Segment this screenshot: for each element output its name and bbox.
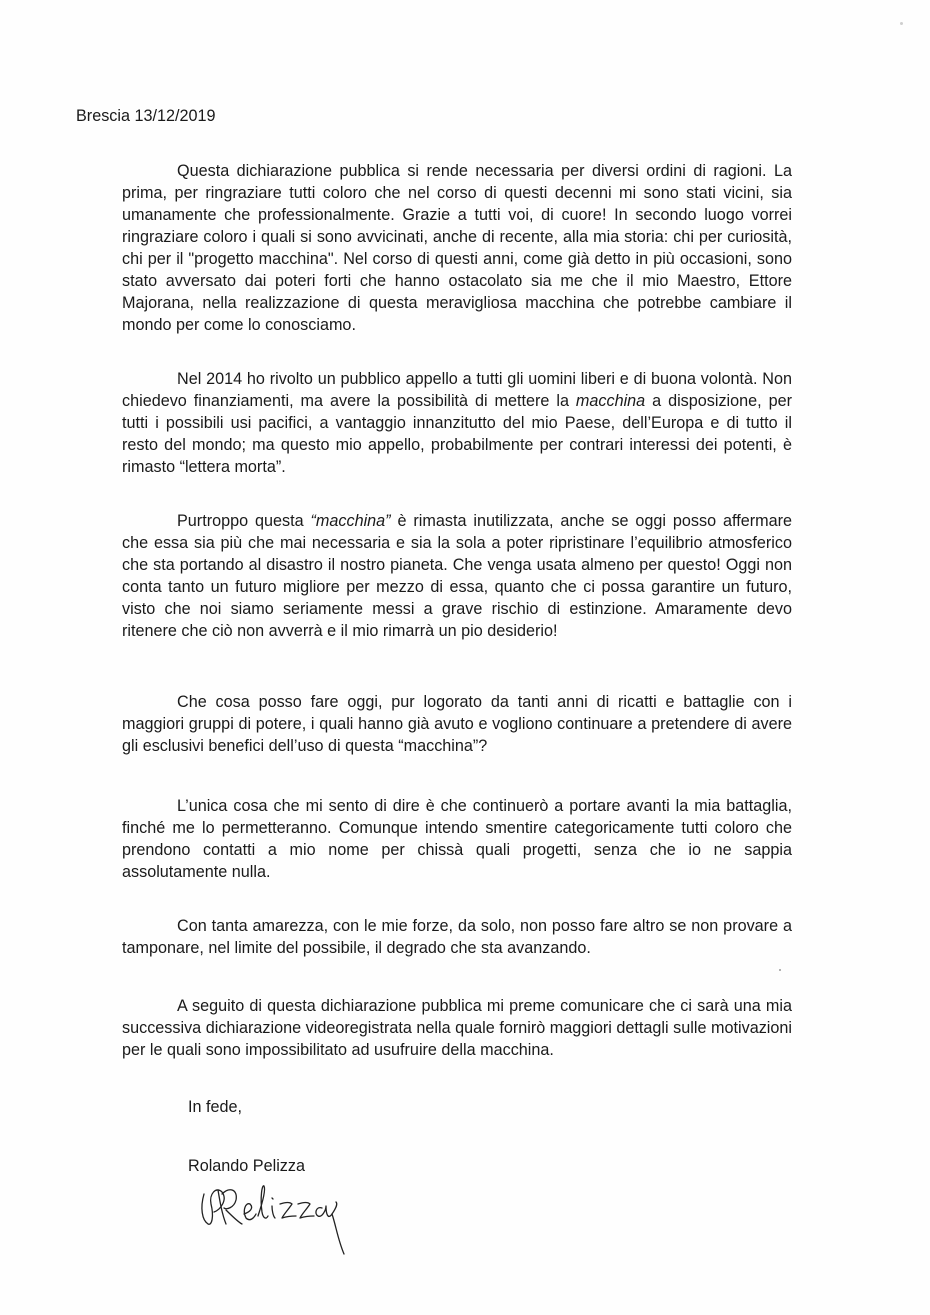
scan-speck (900, 22, 903, 25)
paragraph-5: L’unica cosa che mi sento di dire è che continuerò a portare avanti la mia battaglia, finché me lo permetteranno. Comunque intendo smentire categoricamente tutti coloro che prendono contatti a mio nome per chissà quali progetti, senza che io ne sappia assolutamente nulla. (122, 797, 792, 881)
paragraph-3 (122, 510, 792, 642)
dateline: Brescia 13/12/2019 (76, 107, 216, 125)
signatory-name: Rolando Pelizza (188, 1157, 305, 1175)
handwritten-signature (196, 1168, 356, 1260)
paragraph-2-text-b: a disposizione, per tutti i possibili usi pacifici, a vantaggio innanzitutto del mio Paese, dell’Europa e di tutto il resto del mondo; ma questo mio appello, probabilmente per contrari interessi dei potenti, è rimasto “lettera morta”. (122, 392, 792, 476)
closing-salutation: In fede, (188, 1098, 243, 1116)
paragraph-2 (122, 368, 792, 478)
paragraph-4: Che cosa posso fare oggi, pur logorato da tanti anni di ricatti e battaglie con i maggiori gruppi di potere, i quali hanno già avuto e vogliono continuare a pretendere di avere gli esclusivi benefici dell’uso di questa “macchina”? (122, 693, 792, 755)
paragraph-6: Con tanta amarezza, con le mie forze, da solo, non posso fare altro se non provare a tamponare, nel limite del possibile, il degrado che sta avanzando. (122, 917, 792, 957)
paragraph-2-italic: macchina (575, 392, 646, 410)
paragraph-1: Questa dichiarazione pubblica si rende necessaria per diversi ordini di ragioni. La prima, per ringraziare tutti coloro che nel corso di questi decenni mi sono stati vicini, sia umanamente che professionalmente. Grazie a tutti voi, di cuore! In secondo luogo vorrei ringraziare coloro i quali si sono avvicinati, anche di recente, alla mia storia: chi per curiosità, chi per il "progetto macchina". Nel corso di questi anni, come già detto in più occasioni, sono stato avversato dai poteri forti che hanno ostacolato sia me che il mio Maestro, Ettore Majorana, nella realizzazione di questa meravigliosa macchina che potrebbe cambiare il mondo per come lo conosciamo. (122, 162, 792, 334)
scan-speck (779, 969, 781, 971)
paragraph-3-text-a: Purtroppo questa (177, 512, 311, 530)
paragraph-3-italic: “macchina” (310, 512, 391, 530)
paragraph-7: A seguito di questa dichiarazione pubblica mi preme comunicare che ci sarà una mia successiva dichiarazione videoregistrata nella quale fornirò maggiori dettagli sulle motivazioni per le quali sono impossibilitato ad usufruire della macchina. (122, 997, 792, 1059)
paragraph-3-text-b: è rimasta inutilizzata, anche se oggi posso affermare che essa sia più che mai necessaria e sia la sola a poter ripristinare l’equilibrio atmosferico che sta portando al disastro il nostro pianeta. Che venga usata almeno per questo! Oggi non conta tanto un futuro migliore per mezzo di essa, quanto che ci possa garantire un futuro, visto che noi siamo seriamente messi a grave rischio di estinzione. Amaramente devo ritenere che ciò non avverrà e il mio rimarrà un pio desiderio! (122, 512, 792, 640)
paragraph-2-text-a: Nel 2014 ho rivolto un pubblico appello a tutti gli uomini liberi e di buona volontà. Non chiedevo finanziamenti, ma avere la possibilità di mettere la (122, 370, 792, 410)
